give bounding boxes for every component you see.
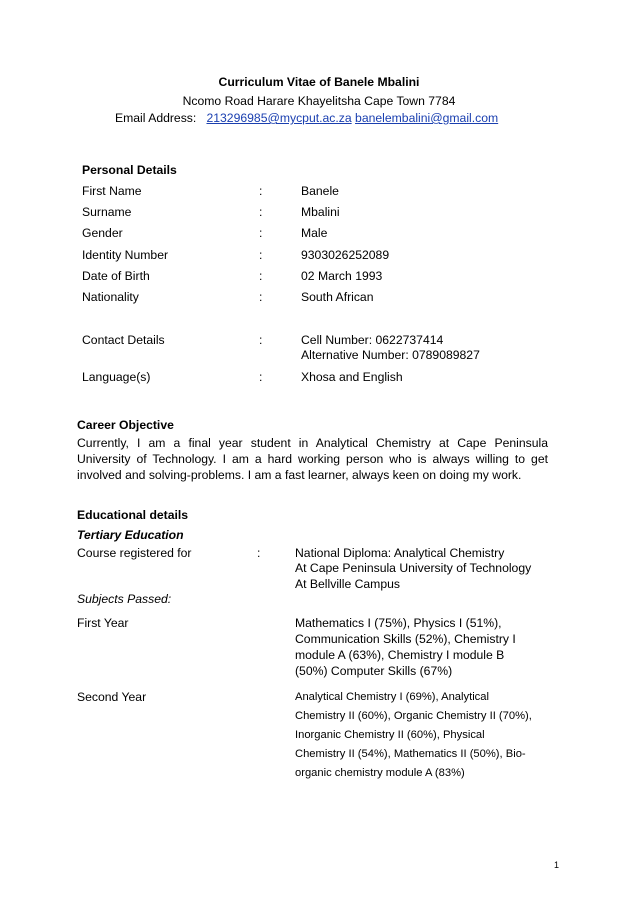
subject-line: Analytical Chemistry I (69%), Analytical	[295, 691, 489, 703]
educational-details-heading: Educational details	[77, 508, 189, 522]
career-objective-line: Currently, I am a final year student in Analytical Chemistry at Cape Peninsula	[77, 436, 548, 450]
email-line	[115, 111, 498, 125]
row-separator: :	[259, 248, 263, 262]
document-title: Curriculum Vitae of Banele Mbalini	[218, 75, 420, 89]
alternative-number: Alternative Number: 0789089827	[301, 348, 480, 362]
postal-address: Ncomo Road Harare Khayelitsha Cape Town 7784	[182, 94, 456, 108]
career-objective-line: University of Technology. I am a hard working person who is always willing to get	[77, 452, 548, 466]
email-label: Email Address:	[115, 111, 197, 125]
row-separator: :	[259, 370, 263, 384]
row-value: Male	[301, 226, 328, 240]
row-label: Nationality	[82, 290, 139, 304]
subject-line: Chemistry II (54%), Mathematics II (50%), Bio-	[295, 748, 526, 760]
second-year-subjects	[295, 688, 532, 783]
row-value: 02 March 1993	[301, 269, 383, 283]
row-separator: :	[259, 269, 263, 283]
course-label: Course registered for	[77, 546, 192, 560]
career-objective-heading: Career Objective	[77, 418, 174, 432]
course-line: National Diploma: Analytical Chemistry	[295, 546, 505, 560]
subject-line: Communication Skills (52%), Chemistry I	[295, 632, 516, 646]
subject-line: Mathematics I (75%), Physics I (51%),	[295, 616, 502, 630]
email-link-primary[interactable]: 213296985@mycput.ac.za	[206, 111, 352, 125]
subjects-passed-label: Subjects Passed:	[77, 592, 172, 606]
subject-line: (50%) Computer Skills (67%)	[295, 664, 453, 678]
course-line: At Bellville Campus	[295, 577, 400, 591]
row-value: 9303026252089	[301, 248, 390, 262]
course-line: At Cape Peninsula University of Technology	[295, 561, 532, 575]
row-value: Banele	[301, 184, 339, 198]
row-label: Date of Birth	[82, 269, 150, 283]
subject-line: Chemistry II (60%), Organic Chemistry II (70%),	[295, 710, 532, 722]
subject-line: organic chemistry module A (83%)	[295, 767, 465, 779]
row-separator: :	[259, 333, 263, 347]
course-separator: :	[257, 546, 261, 560]
language-value: Xhosa and English	[301, 370, 403, 384]
row-value: South African	[301, 290, 374, 304]
row-separator: :	[259, 184, 263, 198]
row-value: Mbalini	[301, 205, 340, 219]
language-label: Language(s)	[82, 370, 151, 384]
email-link-secondary[interactable]: banelembalini@gmail.com	[355, 111, 499, 125]
page-number: 1	[554, 860, 560, 870]
personal-details-heading: Personal Details	[82, 163, 177, 177]
subject-line: module A (63%), Chemistry I module B	[295, 648, 505, 662]
row-separator: :	[259, 290, 263, 304]
first-year-label: First Year	[77, 616, 129, 630]
row-label: Surname	[82, 205, 132, 219]
second-year-label: Second Year	[77, 690, 147, 704]
row-separator: :	[259, 205, 263, 219]
contact-details-label: Contact Details	[82, 333, 165, 347]
subject-line: Inorganic Chemistry II (60%), Physical	[295, 729, 485, 741]
first-year-subjects	[295, 615, 516, 679]
row-label: Identity Number	[82, 248, 169, 262]
career-objective-line: involved and solving-problems. I am a fast learner, always keen on doing my work.	[77, 468, 522, 482]
row-label: First Name	[82, 184, 142, 198]
row-separator: :	[259, 226, 263, 240]
tertiary-education-heading: Tertiary Education	[77, 528, 184, 542]
cell-number: Cell Number: 0622737414	[301, 333, 444, 347]
row-label: Gender	[82, 226, 123, 240]
